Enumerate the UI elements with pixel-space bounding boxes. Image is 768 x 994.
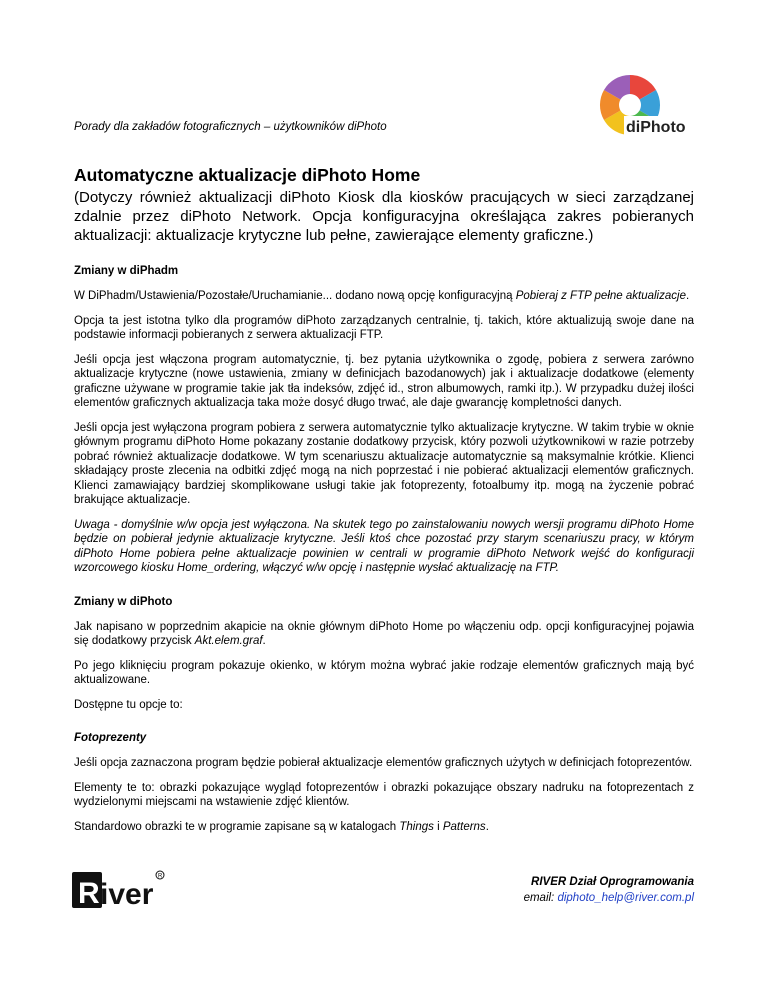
note-paragraph: Uwaga - domyślnie w/w opcja jest wyłączona. Na skutek tego po zainstalowaniu nowych wersji programu diPhoto Home będzie on pobierał jedynie aktualizacje krytyczne. Jeśli ktoś chce pozostać przy starym scenariuszu pracy, w którym diPhoto Home pobiera pełne aktualizacje powinien w centrali w programie diPhoto Network wejść do konfiguracji wzorcowego kiosku Home_ordering, włączyć w/w opcję i następnie wysłać aktualizację na FTP. (74, 518, 694, 574)
paragraph: W DiPhadm/Ustawienia/Pozostałe/Uruchamianie... dodano nową opcję konfiguracyjną Pobieraj z FTP pełne aktualizacje. (74, 290, 690, 302)
section-heading-diphoto: Zmiany w diPhoto (74, 595, 173, 608)
footer-contact (460, 874, 694, 906)
svg-text:R: R (78, 877, 100, 910)
page-title: Automatyczne aktualizacje diPhoto Home (74, 165, 421, 185)
diphoto-logo-text: diPhoto (626, 119, 686, 136)
main-content (74, 164, 694, 834)
page-subtitle: (Dotyczy również aktualizacji diPhoto Kiosk dla kiosków pracujących w sieci zarządzanej zdalnie przez diPhoto Network. Opcja konfiguracyjna określająca zakres pobieranych aktualizacji: aktualizacje krytyczne lub pełne, zawierające elementy graficzne.) (74, 189, 694, 244)
footer-organization: RIVER Dział Oprogramowania (531, 876, 694, 888)
paragraph: Po jego kliknięciu program pokazuje okienko, w którym można wybrać jakie rodzaje elementów graficznych mają być aktualizowane. (74, 659, 694, 686)
footer-email-line: email: diphoto_help@river.com.pl (523, 892, 694, 904)
paragraph: Elementy te to: obrazki pokazujące wygląd fotoprezentów i obrazki pokazujące obszary nadruku na fotoprezentach z wydzielonymi miejscami na wstawienie zdjęć klientów. (74, 781, 694, 808)
paragraph: Opcja ta jest istotna tylko dla programów diPhoto zarządzanych centralnie, tj. takich, które aktualizują swoje dane na podstawie informacji pobieranych z serwera aktualizacji FTP. (74, 314, 694, 341)
section-heading-diphadm: Zmiany w diPhadm (74, 265, 179, 277)
section-heading-fotoprezenty: Fotoprezenty (74, 732, 147, 744)
paragraph: Standardowo obrazki te w programie zapisane są w katalogach Things i Patterns. (74, 820, 489, 833)
river-logo (70, 868, 166, 912)
paragraph: Jeśli opcja jest wyłączona program pobiera z serwera automatycznie tylko aktualizacje krytyczne. W takim trybie w oknie głównym programu diPhoto Home pokazany zostanie dodatkowy przycisk, który pozwoli użytkownikowi w razie potrzeby pobrać również aktualizacje dodatkowe. W tym scenariuszu aktualizacje automatycznie są maksymalnie krótkie. Klienci składający proste zlecenia na odbitki zdjęć mogą na nich poprzestać i nie pobierać aktualizacji elementów graficznych. Klienci zamawiający bardziej skomplikowane usługi takie jak fotoprezenty, fotoalbumy itp. mogą na życzenie pobrać brakujące aktualizacje. (74, 421, 694, 506)
svg-text:R: R (158, 873, 163, 880)
river-logo-text: iver (100, 878, 154, 911)
paragraph: Jeśli opcja jest włączona program automatycznie, tj. bez pytania użytkownika o zgodę, pobiera z serwera zarówno aktualizacje krytyczne (nowe ustawienia, zmiany w definicjach bazodanowych) jak i aktualizacje dodatkowe (elementy graficzne używane w programie takie jak tła indeksów, zdjęć id., stron albumowych, ramki itp.). W przypadku dużej ilości elementów graficznych aktualizacja taka może dosyć długo trwać, ale daje gwarancję kompletności danych. (74, 353, 694, 409)
paragraph: Jeśli opcja zaznaczona program będzie pobierał aktualizacje elementów graficznych użytych w definicjach fotoprezentów. (74, 757, 693, 769)
page-header: Porady dla zakładów fotograficznych – użytkowników diPhoto (74, 121, 387, 133)
diphoto-logo (596, 72, 700, 138)
paragraph: Jak napisano w poprzednim akapicie na oknie głównym diPhoto Home po włączeniu odp. opcji konfiguracyjnej pojawia się dodatkowy przycisk Akt.elem.graf. (74, 620, 694, 647)
paragraph: Dostępne tu opcje to: (74, 698, 183, 711)
email-link[interactable]: diphoto_help@river.com.pl (557, 892, 694, 904)
